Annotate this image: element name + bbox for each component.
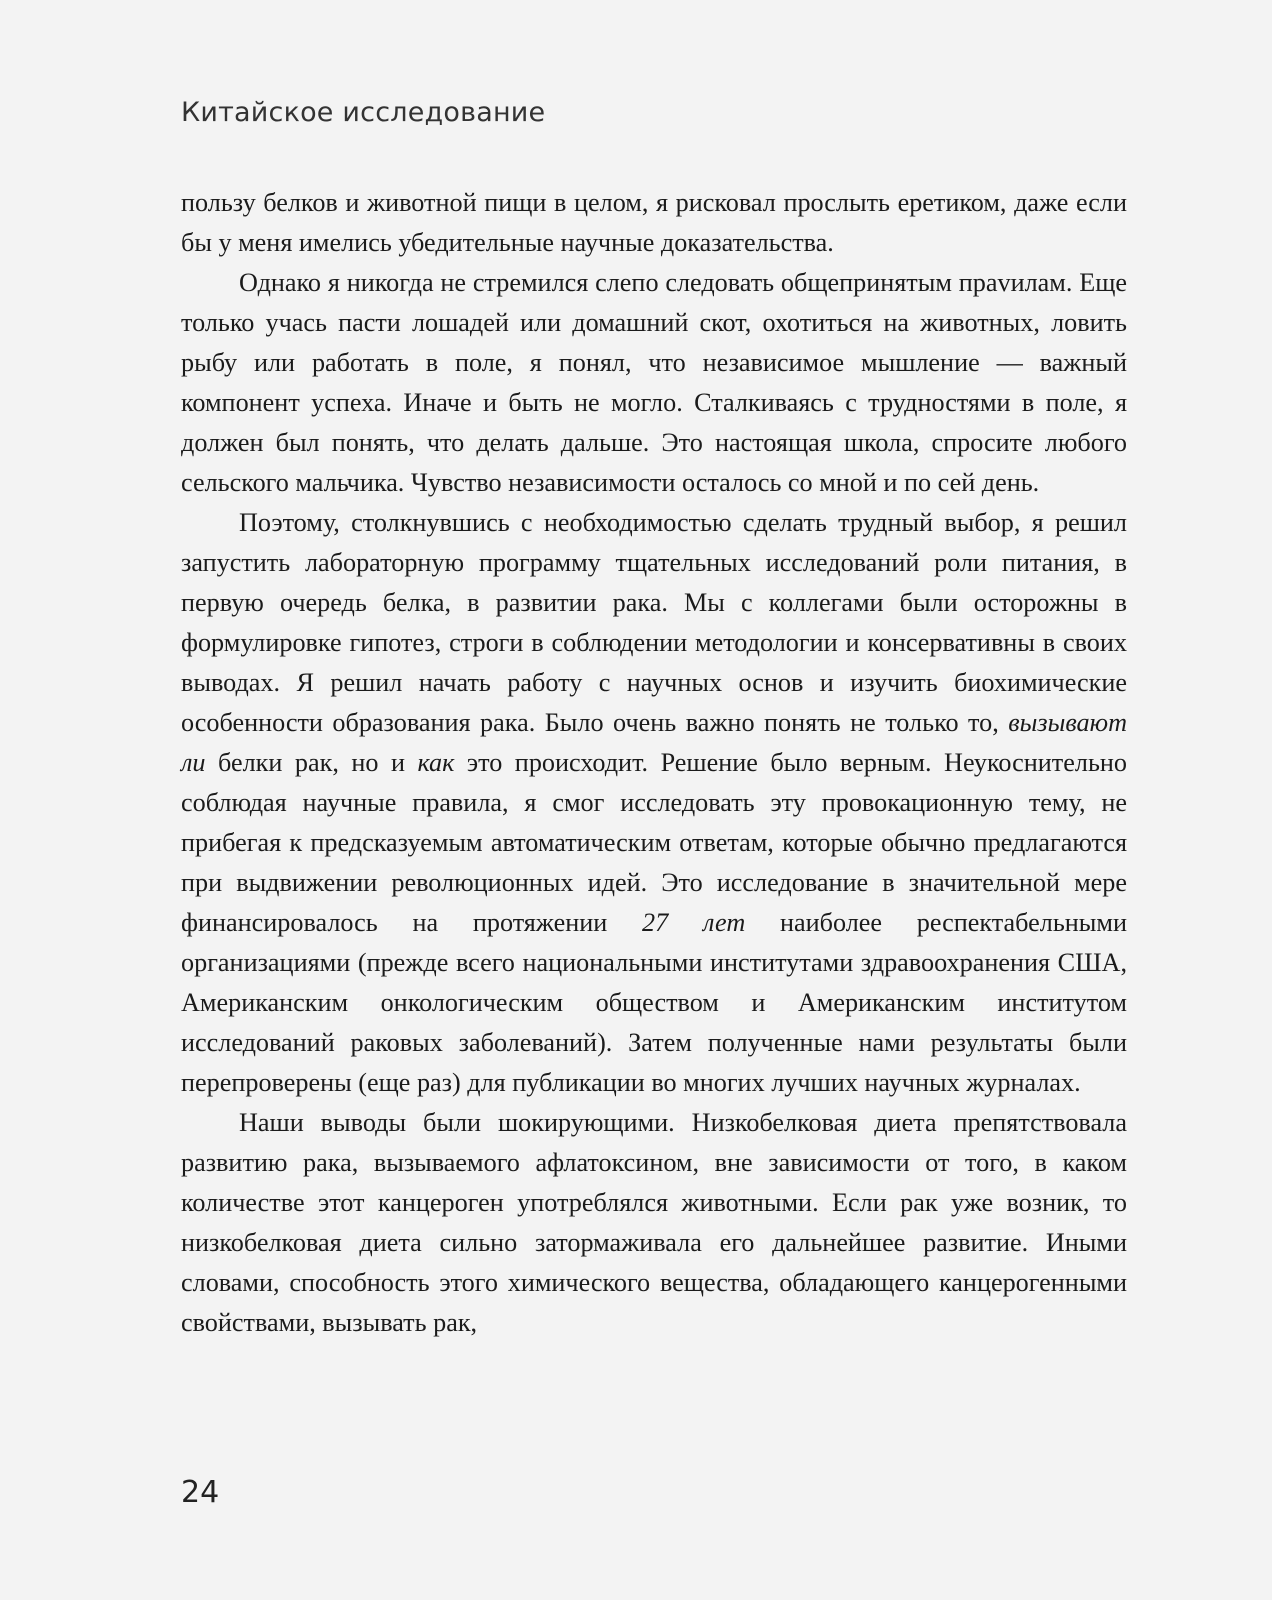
paragraph (181, 503, 1127, 1103)
body-text (181, 183, 1127, 1343)
text-run: наиболее респектабельными организациями (прежде всего национальными институтами здравоохранения США, Американским онкологическим обществом и Американским институтом исследований раковых заболеваний). Затем полученные нами результаты были перепроверены (еще раз) для публикации во многих лучших научных журналах. (181, 908, 1127, 1097)
text-run: пользу белков и животной пищи в целом, я рисковал прослыть еретиком, даже если бы у меня имелись убедительные научные доказательства. (181, 188, 1127, 257)
paragraph (181, 183, 1127, 263)
text-run: Однако я никогда не стремился слепо следовать общепринятым праvилам. Еще только учась пасти лошадей или домашний скот, охотиться на животных, ловить рыбу или работать в поле, я понял, что независимое мышление — важный компонент успеха. Иначе и быть не могло. Сталкиваясь с трудностями в поле, я должен был понять, что делать дальше. Это настоящая школа, спросите любого сельского мальчика. Чувство независимости осталось со мной и по сей день. (181, 268, 1127, 497)
paragraph (181, 263, 1127, 503)
paragraph (181, 1103, 1127, 1343)
text-run: Поэтому, столкнувшись с необходимостью сделать трудный выбор, я решил запустить лабораторную программу тщательных исследований роли питания, в первую очередь белка, в развитии рака. Мы с коллегами были осторожны в формулировке гипотез, строги в соблюдении методологии и консервативны в своих выводах. Я решил начать работу с научных основ и изучить биохимические особенности образования рака. Было очень важно понять не только то, (181, 508, 1127, 737)
page-number: 24 (181, 1475, 220, 1510)
running-head: Китайское исследование (181, 97, 546, 128)
text-run: Наши выводы были шокирующими. Низкобелковая диета препятствовала развитию рака, вызываемого афлатоксином, вне зависимости от того, в каком количестве этот канцероген употреблялся животными. Если рак уже возник, то низкобелковая диета сильно затормаживала его дальнейшее развитие. Иными словами, способность этого химического вещества, обладающего канцерогенными свойствами, вызывать рак, (181, 1108, 1127, 1337)
italic-text: вызывают ли (181, 708, 1127, 777)
italic-text: как (417, 748, 455, 777)
text-run: белки рак, но и (205, 748, 418, 777)
italic-text: 27 лет (642, 908, 746, 937)
text-run: это происходит. Решение было верным. Неукоснительно соблюдая научные правила, я смог исследовать эту провокационную тему, не прибегая к предсказуемым автоматическим ответам, которые обычно предлагаются при выдвижении революционных идей. Это исследование в значительной мере финансировалось на протяжении (181, 748, 1127, 937)
